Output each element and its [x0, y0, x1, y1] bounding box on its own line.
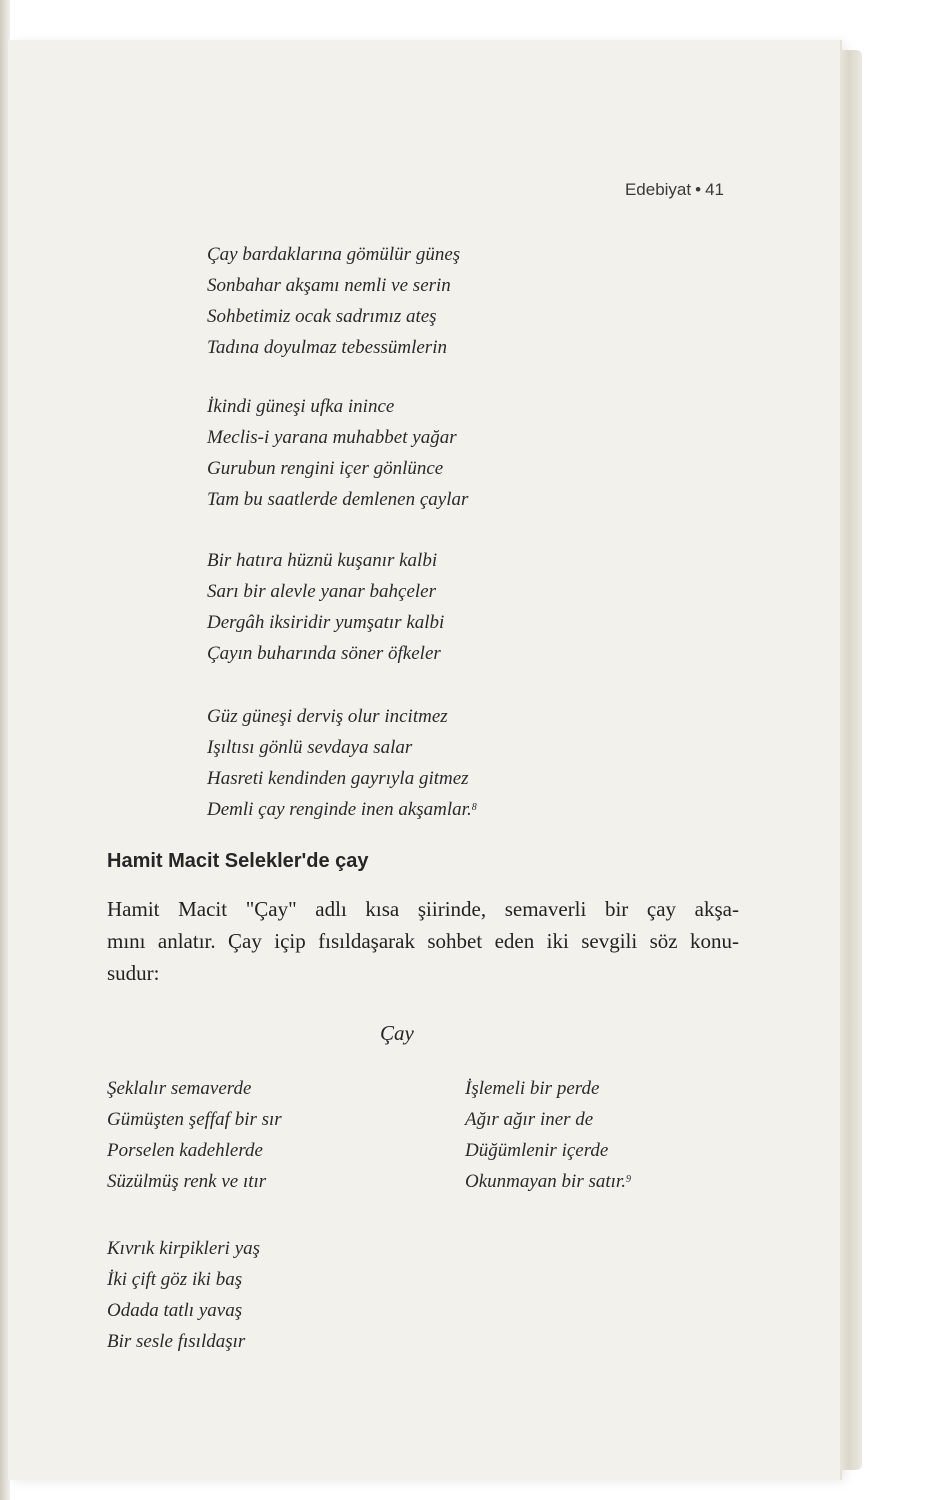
poem-line: Kıvrık kirpikleri yaş: [107, 1238, 261, 1259]
poem-line: Ağır ağır iner de: [465, 1109, 594, 1130]
poem-line: Gurubun rengini içer gönlünce: [207, 458, 444, 479]
poem-line: Porselen kadehlerde: [107, 1140, 263, 1161]
poem-line: İkindi güneşi ufka inince: [207, 396, 395, 417]
page-number: 41: [705, 180, 724, 199]
poem-line: Sonbahar akşamı nemli ve serin: [207, 275, 451, 296]
body-paragraph: [107, 893, 739, 989]
poem2-left-stanza: [107, 1073, 282, 1197]
poem1-stanza-1: [207, 239, 460, 363]
poem1-stanza-2: [207, 391, 468, 515]
poem-line: [465, 1166, 631, 1197]
poem-line: Meclis-i yarana muhabbet yağar: [207, 427, 457, 448]
poem-line: Düğümlenir içerde: [465, 1140, 609, 1161]
poem2-second-stanza: [107, 1233, 260, 1357]
paragraph-line: mını anlatır. Çay içip fısıldaşarak sohbet eden iki sevgili söz konu-: [107, 929, 739, 953]
poem-line: Bir hatıra hüznü kuşanır kalbi: [207, 550, 438, 571]
poem-line: Sohbetimiz ocak sadrımız ateş: [207, 306, 437, 327]
footnote-marker: 8: [471, 802, 477, 813]
poem-line: Süzülmüş renk ve ıtır: [107, 1171, 267, 1192]
poem2-right-stanza: [465, 1073, 631, 1197]
poem-title: Çay: [380, 1021, 414, 1045]
poem1-stanza-3: [207, 545, 444, 669]
header-separator: •: [695, 180, 702, 199]
poem-line-text: Demli çay renginde inen akşamlar.: [207, 799, 472, 820]
poem-line: [207, 794, 477, 825]
poem-line: Bir sesle fısıldaşır: [107, 1331, 246, 1352]
poem-line: Güz güneşi derviş olur incitmez: [207, 706, 448, 727]
page-edge: [840, 50, 862, 1470]
poem-line: Gümüşten şeffaf bir sır: [107, 1109, 282, 1130]
poem-line: Çayın buharında söner öfkeler: [207, 643, 441, 664]
poem-line: Şeklalır semaverde: [107, 1078, 252, 1099]
section-title: Hamit Macit Selekler'de çay: [107, 850, 369, 872]
paragraph-line: Hamit Macit "Çay" adlı kısa şiirinde, semaverli bir çay akşa-: [107, 897, 739, 921]
running-header: [600, 180, 724, 200]
poem-line: Dergâh iksiridir yumşatır kalbi: [207, 612, 445, 633]
poem-line: Sarı bir alevle yanar bahçeler: [207, 581, 437, 602]
poem-line: Tam bu saatlerde demlenen çaylar: [207, 489, 469, 510]
poem-line: İşlemeli bir perde: [465, 1078, 600, 1099]
poem-line-text: Okunmayan bir satır.: [465, 1171, 626, 1192]
poem-line: İki çift göz iki baş: [107, 1269, 243, 1290]
poem-line: Tadına doyulmaz tebessümlerin: [207, 337, 447, 358]
header-section: Edebiyat: [624, 180, 692, 199]
poem-line: Hasreti kendinden gayrıyla gitmez: [207, 768, 469, 789]
poem-line: Odada tatlı yavaş: [107, 1300, 243, 1321]
paragraph-line: sudur:: [107, 961, 160, 985]
poem-line: Çay bardaklarına gömülür güneş: [207, 244, 461, 265]
poem1-stanza-4: [207, 701, 477, 825]
poem-line: Işıltısı gönlü sevdaya salar: [207, 737, 413, 758]
footnote-marker: 9: [625, 1174, 631, 1185]
